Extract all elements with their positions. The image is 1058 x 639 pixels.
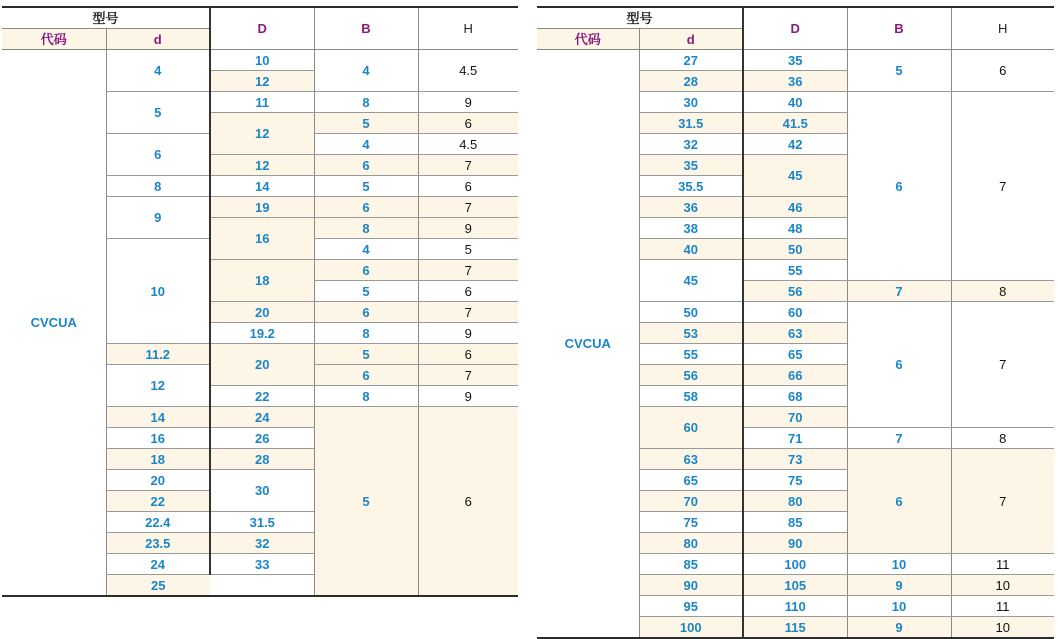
d-cell: 55 [639,344,743,365]
H-cell: 7 [418,365,518,386]
D-cell: 24 [210,407,314,428]
B-cell: 4 [314,134,418,155]
D-cell: 36 [743,71,847,92]
d-cell: 9 [106,197,210,239]
d-cell: 60 [639,407,743,449]
D-header: D [743,7,847,50]
d-cell: 22.4 [106,512,210,533]
B-cell: 7 [847,428,951,449]
d-cell: 8 [106,176,210,197]
d-cell: 56 [639,365,743,386]
D-cell: 60 [743,302,847,323]
B-cell: 4 [314,50,418,92]
D-cell: 16 [210,218,314,260]
H-cell: 8 [951,428,1054,449]
H-cell: 6 [418,176,518,197]
d-cell: 53 [639,323,743,344]
B-cell: 5 [314,344,418,365]
H-cell: 7 [418,197,518,218]
D-cell: 105 [743,575,847,596]
B-header: B [847,7,951,50]
D-cell: 100 [743,554,847,575]
B-cell: 5 [314,407,418,597]
D-cell: 20 [210,302,314,323]
code-cell: CVCUA [537,50,639,639]
D-cell: 80 [743,491,847,512]
D-cell: 68 [743,386,847,407]
H-cell: 7 [951,302,1054,428]
H-cell: 10 [951,617,1054,639]
B-header: B [314,7,418,50]
right-spec-table [537,6,1054,639]
H-cell: 7 [418,302,518,323]
D-cell: 63 [743,323,847,344]
D-cell: 19 [210,197,314,218]
D-cell: 41.5 [743,113,847,134]
d-cell: 75 [639,512,743,533]
B-cell: 8 [314,218,418,239]
H-cell: 6 [951,50,1054,92]
D-cell: 31.5 [210,512,314,533]
D-cell: 14 [210,176,314,197]
d-cell: 12 [106,365,210,407]
H-cell: 7 [951,449,1054,554]
H-cell: 9 [418,92,518,113]
code-header: 代码 [537,29,639,50]
B-cell: 6 [314,260,418,281]
B-cell: 10 [847,596,951,617]
d-cell: 24 [106,554,210,575]
B-cell: 8 [314,92,418,113]
d-cell: 70 [639,491,743,512]
D-cell: 35 [743,50,847,71]
B-cell: 6 [847,92,951,281]
d-cell: 32 [639,134,743,155]
D-cell: 12 [210,71,314,92]
d-cell: 10 [106,239,210,344]
D-cell: 42 [743,134,847,155]
d-cell: 30 [639,92,743,113]
D-cell: 10 [210,50,314,71]
D-cell: 70 [743,407,847,428]
d-cell: 45 [639,260,743,302]
d-header: d [639,29,743,50]
d-cell: 4 [106,50,210,92]
right-table-body [537,50,1054,639]
H-cell: 6 [418,113,518,134]
D-cell: 73 [743,449,847,470]
H-cell: 6 [418,407,518,597]
H-cell: 10 [951,575,1054,596]
d-cell: 36 [639,197,743,218]
d-cell: 40 [639,239,743,260]
B-cell: 6 [314,302,418,323]
D-cell: 28 [210,449,314,470]
B-cell: 7 [847,281,951,302]
H-cell: 5 [418,239,518,260]
D-cell: 75 [743,470,847,491]
B-cell: 5 [314,281,418,302]
D-cell: 18 [210,260,314,302]
D-cell: 40 [743,92,847,113]
B-cell: 10 [847,554,951,575]
H-cell: 4.5 [418,50,518,92]
d-cell: 35 [639,155,743,176]
d-cell: 50 [639,302,743,323]
model-header: 型号 [2,7,210,29]
d-cell: 28 [639,71,743,92]
D-cell: 115 [743,617,847,639]
B-cell: 4 [314,239,418,260]
d-header: d [106,29,210,50]
D-cell: 66 [743,365,847,386]
d-cell: 31.5 [639,113,743,134]
B-cell: 5 [314,113,418,134]
B-cell: 6 [314,197,418,218]
D-cell: 20 [210,344,314,386]
d-cell: 85 [639,554,743,575]
d-cell: 6 [106,134,210,176]
B-cell: 5 [847,50,951,92]
table-row [2,50,518,71]
D-cell: 65 [743,344,847,365]
D-cell: 46 [743,197,847,218]
model-header: 型号 [537,7,743,29]
d-cell: 80 [639,533,743,554]
H-cell: 11 [951,554,1054,575]
d-cell: 63 [639,449,743,470]
B-cell: 6 [314,365,418,386]
D-cell: 50 [743,239,847,260]
D-cell: 11 [210,92,314,113]
H-cell: 7 [418,260,518,281]
D-cell: 45 [743,155,847,197]
d-cell: 20 [106,470,210,491]
table-row [537,50,1054,71]
D-cell: 32 [210,533,314,554]
H-header: H [951,7,1054,50]
d-cell: 90 [639,575,743,596]
B-cell: 6 [314,155,418,176]
H-cell: 11 [951,596,1054,617]
d-cell: 11.2 [106,344,210,365]
d-cell: 16 [106,428,210,449]
D-cell: 30 [210,470,314,512]
H-header: H [418,7,518,50]
d-cell: 100 [639,617,743,639]
d-cell: 22 [106,491,210,512]
D-header: D [210,7,314,50]
D-cell: 90 [743,533,847,554]
left-table-body [2,50,518,597]
code-cell: CVCUA [2,50,106,597]
d-cell: 5 [106,92,210,134]
d-cell: 95 [639,596,743,617]
H-cell: 9 [418,218,518,239]
left-spec-table [2,6,518,597]
D-cell: 71 [743,428,847,449]
d-cell: 27 [639,50,743,71]
H-cell: 6 [418,344,518,365]
B-cell: 9 [847,575,951,596]
H-cell: 6 [418,281,518,302]
d-cell: 23.5 [106,533,210,554]
B-cell: 6 [847,449,951,554]
B-cell: 8 [314,386,418,407]
D-cell: 85 [743,512,847,533]
D-cell: 110 [743,596,847,617]
d-cell: 18 [106,449,210,470]
D-cell: 56 [743,281,847,302]
B-cell: 6 [847,302,951,428]
D-cell: 55 [743,260,847,281]
D-cell: 48 [743,218,847,239]
d-cell: 35.5 [639,176,743,197]
H-cell: 7 [951,92,1054,281]
d-cell: 25 [106,575,210,597]
D-cell: 19.2 [210,323,314,344]
d-cell: 14 [106,407,210,428]
d-cell: 38 [639,218,743,239]
H-cell: 9 [418,386,518,407]
B-cell: 9 [847,617,951,639]
H-cell: 7 [418,155,518,176]
d-cell: 58 [639,386,743,407]
d-cell: 65 [639,470,743,491]
B-cell: 5 [314,176,418,197]
D-cell: 33 [210,554,314,575]
H-cell: 8 [951,281,1054,302]
code-header: 代码 [2,29,106,50]
D-cell: 26 [210,428,314,449]
D-cell: 12 [210,113,314,155]
D-cell: 22 [210,386,314,407]
B-cell: 8 [314,323,418,344]
H-cell: 4.5 [418,134,518,155]
D-cell: 12 [210,155,314,176]
H-cell: 9 [418,323,518,344]
